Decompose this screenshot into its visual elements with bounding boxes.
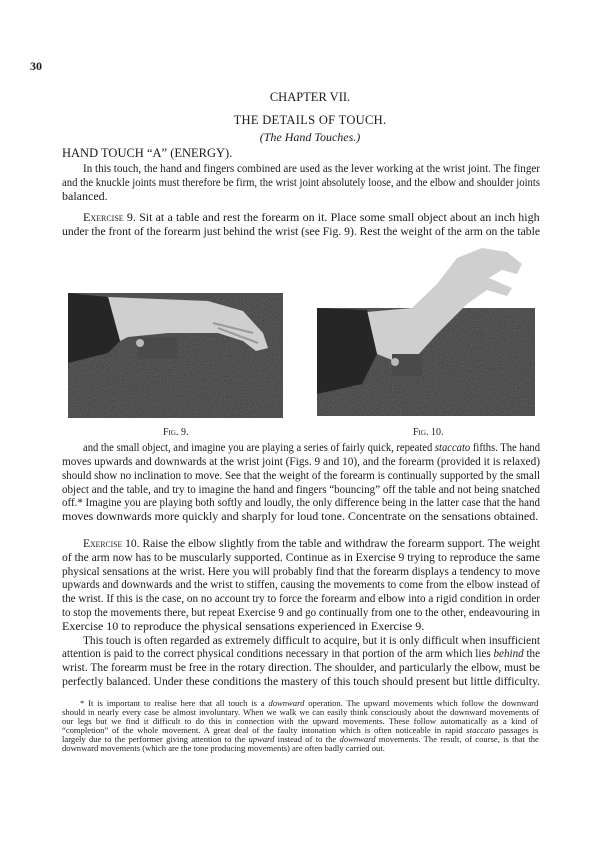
- text-line: [62, 550, 540, 564]
- text-line: [83, 536, 540, 550]
- text-run: This touch is often regarded as extremely difficult to acquire, but it is only difficult when insufficient: [83, 633, 540, 647]
- text-line: [62, 482, 540, 496]
- text-line: [62, 189, 540, 203]
- small-caps-text: Exercise: [83, 210, 124, 224]
- text-run: passages is: [495, 725, 539, 735]
- text-run: fifths. The hand: [470, 440, 540, 454]
- text-line: [83, 210, 540, 224]
- text-run: and the knuckle joints must therefore be firm, the wrist joint absolutely loose, and the elbow and shoulder joints: [62, 175, 540, 189]
- text-run: should show no inclination to move. See that the weight of the forearm is continually supported by the small: [62, 468, 540, 482]
- text-run: upwards and downwards and the wrist to stiffen, causing the movements to come from the elbow instead of: [62, 577, 540, 591]
- text-run: balanced.: [62, 189, 108, 203]
- text-run: * It is important to realise here that all touch is a: [80, 698, 269, 708]
- text-run: 9. Sit at a table and rest the forearm on it. Place some small object about an inch high: [123, 210, 540, 224]
- text-line: [83, 161, 540, 175]
- italic-text: staccato: [434, 440, 471, 454]
- text-run: largely due to the performer giving attention to the: [62, 734, 249, 744]
- text-run: under the front of the forearm just behind the wrist (see Fig. 9). Rest the weight of the arm on the table: [62, 224, 540, 238]
- text-line: [62, 564, 540, 578]
- text-run: should in nearly every case be almost involuntary. When we walk we can easily think consciously about the downward movements of: [62, 707, 540, 717]
- text-line: [62, 619, 540, 633]
- text-run: attention is paid to the correct physical conditions necessary in that portion of the arm which lies: [62, 646, 494, 660]
- text-run: moves upwards and downwards at the wrist joint (Figs. 9 and 10), and the forearm (provided it is relaxed): [62, 454, 540, 468]
- text-run: our legs but we find it difficult to do this in connection with the upward movements. These follow automatically as a kind of: [62, 716, 538, 726]
- text-run: “completion” of the whole movement. A great deal of the faulty intonation which is often noticeable in rapid: [62, 725, 467, 735]
- italic-text: behind: [493, 646, 524, 660]
- text-run: Exercise 10 to reproduce the physical sensations experienced in Exercise 9.: [62, 619, 425, 633]
- text-run: object and the table, and try to imagine the hand and fingers “bouncing” off the table and not being snatched: [62, 482, 540, 496]
- text-run: In this touch, the hand and fingers combined are used as the lever working at the wrist joint. The finger: [83, 161, 540, 175]
- chapter-subtitle: (The Hand Touches.): [259, 130, 361, 144]
- text-line: [62, 224, 540, 238]
- text-run: instead of to the: [274, 734, 340, 744]
- text-line: [62, 509, 540, 523]
- text-run: wrist. The forearm must be free in the rotary direction. The shoulder, and particularly the elbow, must be: [62, 660, 540, 674]
- text-line: [62, 674, 540, 688]
- text-run: physical sensations at the wrist. Here you will probably find that the forearm displays a tendency to move: [62, 564, 540, 578]
- text-line: [62, 454, 540, 468]
- text-run: perfectly balanced. Under these conditions the mastery of this touch should present but little difficulty.: [62, 674, 540, 688]
- text-run: the: [523, 646, 540, 660]
- text-run: and the small object, and imagine you are playing a series of fairly quick, repeated: [83, 440, 435, 454]
- text-run: operation. The upward movements which follow the downward: [304, 698, 539, 708]
- text-line: [62, 660, 540, 674]
- text-line: [62, 175, 540, 189]
- text-run: off.* Imagine you are playing both softly and loudly, the only difference being in the latter case that the hand: [62, 495, 540, 509]
- page-number: 30: [30, 59, 42, 73]
- text-line: [62, 646, 540, 660]
- figure-9-photo: [68, 293, 283, 418]
- text-run: moves downwards more quickly and sharply for loud tone. Concentrate on the sensations obtained.: [62, 509, 539, 523]
- text-line: [62, 495, 540, 509]
- chapter-title: THE DETAILS OF TOUCH.: [233, 113, 387, 127]
- text-line: [62, 577, 540, 591]
- text-run: of the arm now has to be muscularly supported. Continue as in Exercise 9 trying to reproduce the same: [62, 550, 540, 564]
- text-run: the wrist. If this is the case, on no account try to force the forearm and elbow into a rigid condition in order: [62, 591, 540, 605]
- text-line: [83, 440, 540, 454]
- text-line: [62, 591, 540, 605]
- text-line: [62, 468, 540, 482]
- text-run: 10. Raise the elbow slightly from the table and withdraw the forearm support. The weight: [122, 536, 540, 550]
- small-caps-text: Exercise: [83, 536, 123, 550]
- figure-10-photo: [317, 244, 535, 416]
- figure-10-caption: Fig. 10.: [413, 427, 444, 438]
- italic-text: upward: [248, 734, 275, 744]
- footnote-line: [62, 744, 540, 753]
- text-run: movements. The result, of course, is that the: [375, 734, 539, 744]
- section-heading: HAND TOUCH “A” (ENERGY).: [62, 146, 233, 160]
- text-run: to stop the movements there, but repeat Exercise 9 and go continually from one to the other, endeavouring in: [62, 605, 540, 619]
- italic-text: staccato: [466, 725, 496, 735]
- chapter-heading: CHAPTER VII.: [269, 90, 351, 104]
- italic-text: downward: [339, 734, 376, 744]
- text-run: downward movements (which are the tone producing movements) are often badly carried out.: [62, 743, 385, 753]
- text-line: [62, 605, 540, 619]
- italic-text: downward: [268, 698, 305, 708]
- text-line: [83, 633, 540, 647]
- figure-9-caption: Fig. 9.: [163, 427, 189, 438]
